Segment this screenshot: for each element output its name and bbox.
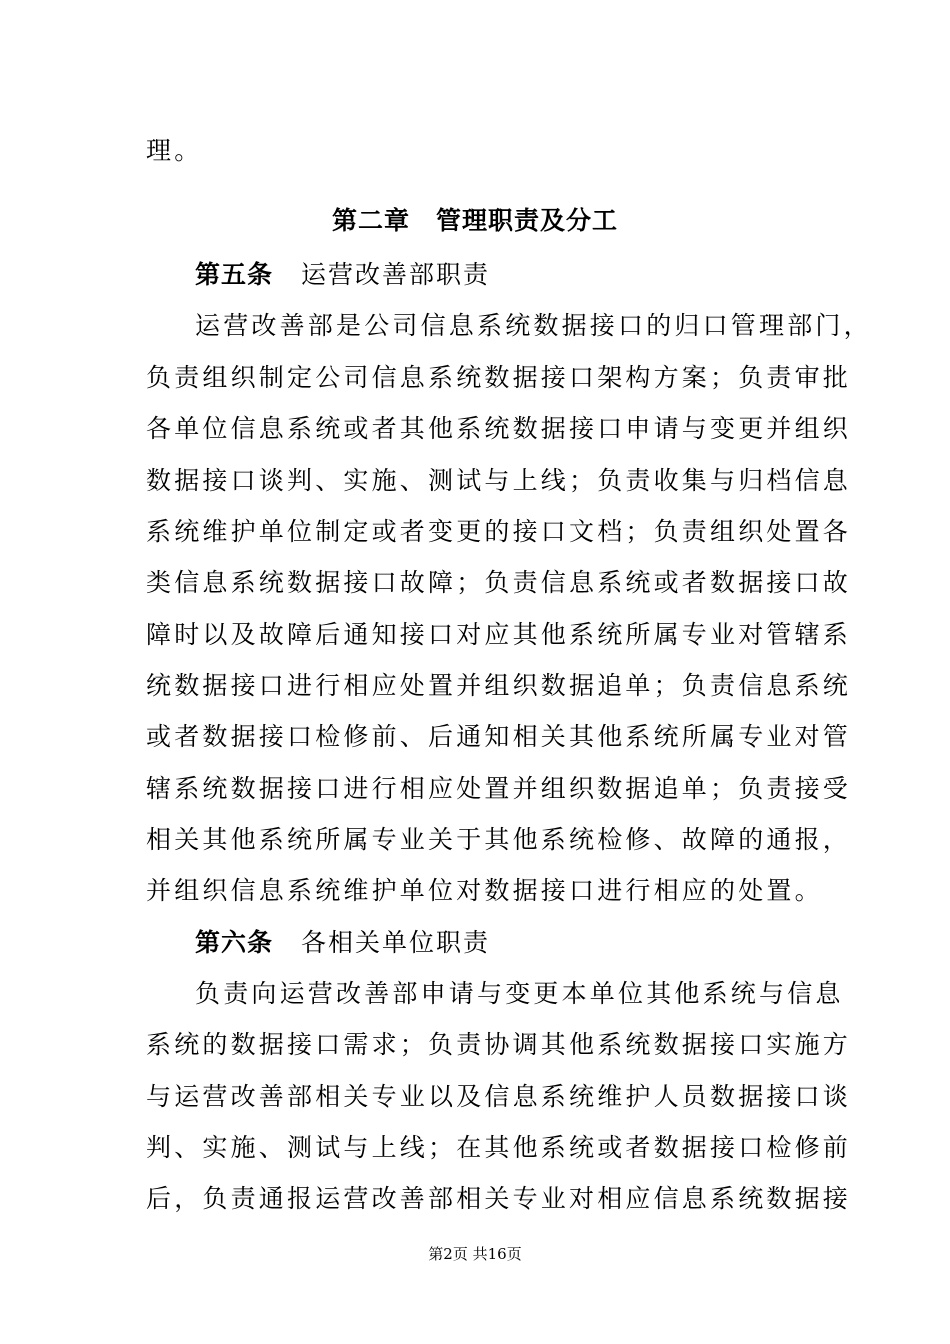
article-6-number: 第六条 xyxy=(195,928,274,957)
article-5-paragraph-line: 运营改善部是公司信息系统数据接口的归口管理部门， xyxy=(195,311,872,340)
article-6-paragraph-line: 判、实施、测试与上线；在其他系统或者数据接口检修前 xyxy=(146,1133,852,1162)
article-5-number: 第五条 xyxy=(195,260,274,289)
article-6-heading xyxy=(195,928,490,958)
article-5-paragraph-line: 数据接口谈判、实施、测试与上线；负责收集与归档信息 xyxy=(146,466,852,495)
article-5-paragraph-line: 并组织信息系统维护单位对数据接口进行相应的处置。 xyxy=(146,876,823,905)
article-5-heading xyxy=(195,260,490,290)
article-5-paragraph-line: 相关其他系统所属专业关于其他系统检修、故障的通报， xyxy=(146,825,852,854)
article-5-paragraph-line: 统数据接口进行相应处置并组织数据追单；负责信息系统 xyxy=(146,671,852,700)
article-5-paragraph-line: 系统维护单位制定或者变更的接口文档；负责组织处置各 xyxy=(146,517,852,546)
intro-line: 理。 xyxy=(146,136,203,165)
article-5-paragraph-line: 或者数据接口检修前、后通知相关其他系统所属专业对管 xyxy=(146,722,852,751)
article-6-paragraph-line: 负责向运营改善部申请与变更本单位其他系统与信息 xyxy=(195,979,844,1008)
article-5-paragraph-line: 各单位信息系统或者其他系统数据接口申请与变更并组织 xyxy=(146,414,852,443)
article-6-paragraph-line: 系统的数据接口需求；负责协调其他系统数据接口实施方 xyxy=(146,1030,852,1059)
article-5-paragraph-line: 负责组织制定公司信息系统数据接口架构方案；负责审批 xyxy=(146,363,852,392)
article-5-title: 运营改善部职责 xyxy=(301,260,491,289)
chapter-heading: 第二章 管理职责及分工 xyxy=(331,206,618,235)
article-6-paragraph-line: 后，负责通报运营改善部相关专业对相应信息系统数据接 xyxy=(146,1184,852,1213)
page-footer: 第2页 共16页 xyxy=(428,1245,522,1263)
article-6-paragraph-line: 与运营改善部相关专业以及信息系统维护人员数据接口谈 xyxy=(146,1082,852,1111)
article-5-paragraph-line: 辖系统数据接口进行相应处置并组织数据追单；负责接受 xyxy=(146,774,852,803)
article-5-paragraph-line: 类信息系统数据接口故障；负责信息系统或者数据接口故 xyxy=(146,568,852,597)
article-6-title: 各相关单位职责 xyxy=(301,928,491,957)
article-5-paragraph-line: 障时以及故障后通知接口对应其他系统所属专业对管辖系 xyxy=(146,620,852,649)
